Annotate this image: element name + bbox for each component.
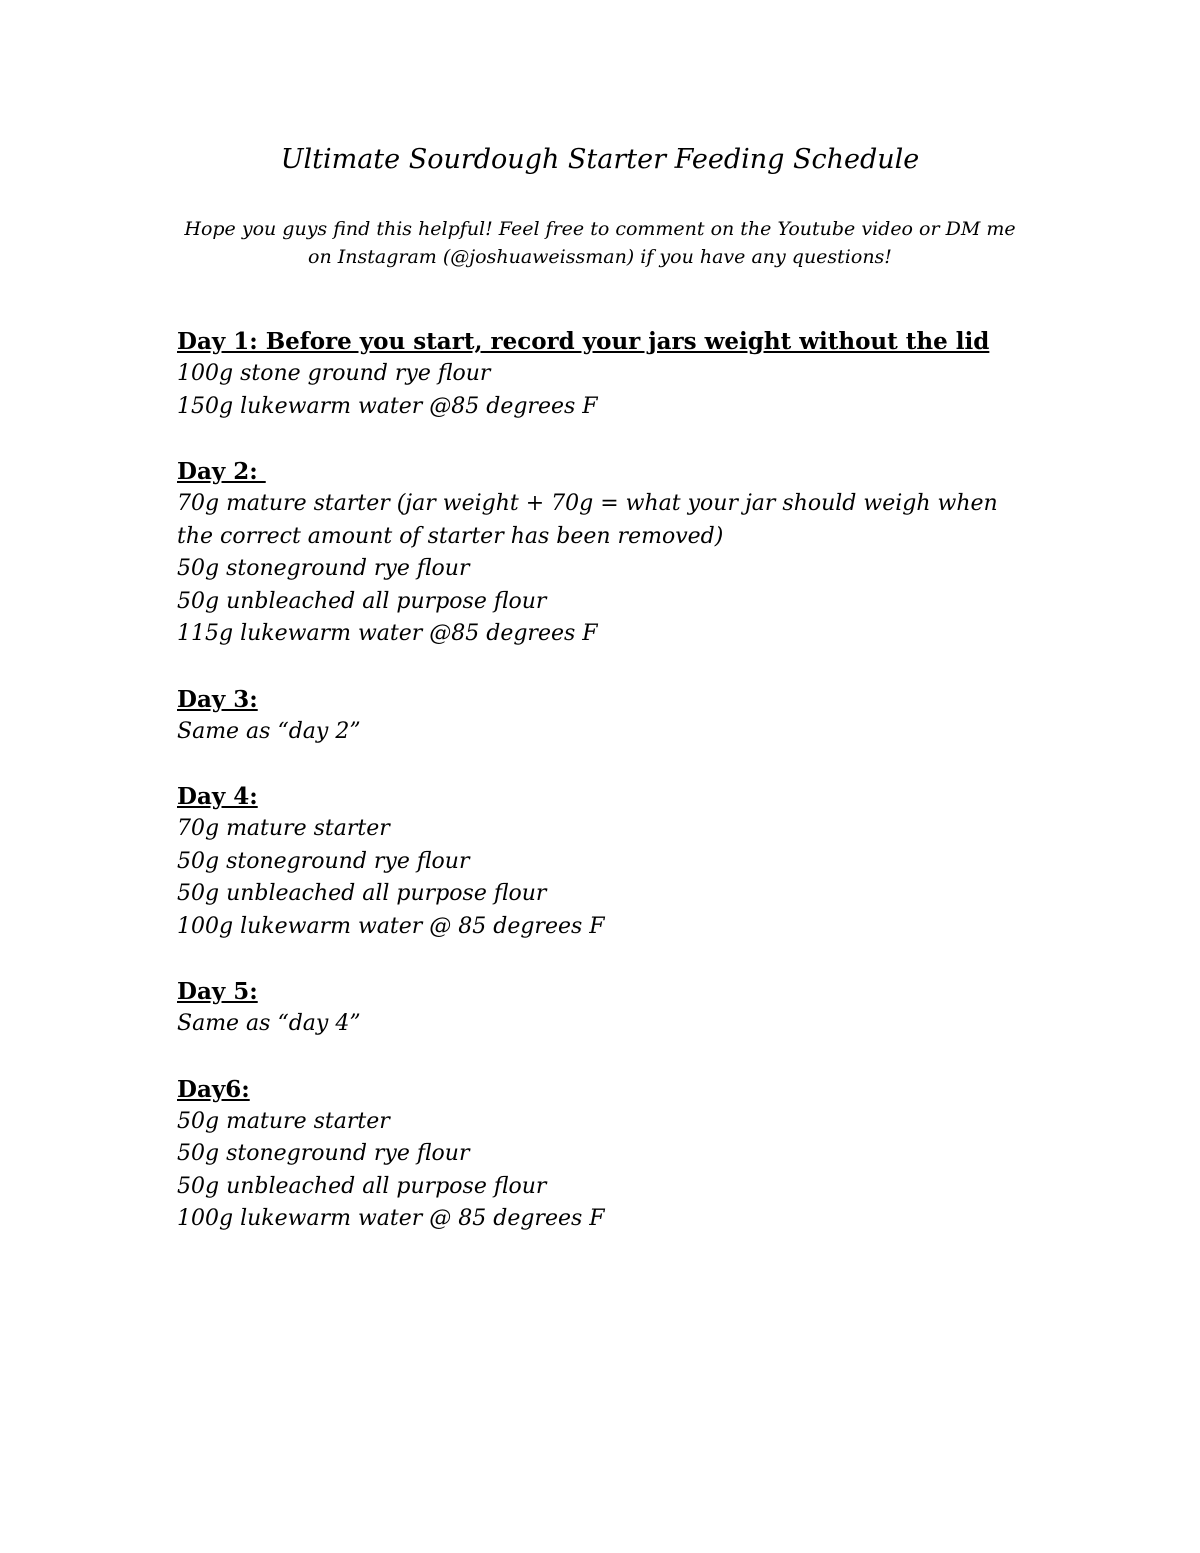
section-day-5 — [177, 975, 1037, 1041]
ingredient-line: 150g lukewarm water @85 degrees F — [177, 393, 598, 419]
ingredient-line: 50g stoneground rye flour — [177, 1141, 470, 1166]
ingredient-line: 50g mature starter — [177, 1108, 390, 1134]
ingredient-line: 50g unbleached all purpose flour — [177, 588, 547, 614]
section-day-1 — [177, 325, 1037, 423]
document-title: Ultimate Sourdough Starter Feeding Schedule — [280, 144, 920, 175]
ingredient-line: 70g mature starter — [177, 816, 390, 841]
section-heading: Day 3: — [177, 685, 258, 713]
ingredient-line: 50g stoneground rye flour — [177, 556, 470, 581]
section-day-3 — [177, 683, 1037, 749]
intro-line: Hope you guys find this helpful! Feel free to comment on the Youtube video or DM me — [184, 218, 1016, 240]
ingredient-line: Same as “day 2” — [177, 718, 361, 744]
intro-paragraph — [150, 215, 1050, 271]
ingredient-line: 70g mature starter (jar weight + 70g = what your jar should weigh when — [177, 491, 998, 516]
section-heading: Day6: — [177, 1075, 250, 1103]
ingredient-line: 115g lukewarm water @85 degrees F — [177, 621, 598, 646]
feeding-schedule — [177, 325, 1037, 1268]
ingredient-line: 100g stone ground rye flour — [177, 361, 491, 386]
ingredient-line: the correct amount of starter has been removed) — [177, 523, 724, 549]
section-heading: Day 2: — [177, 458, 266, 485]
ingredient-line: 50g stoneground rye flour — [177, 848, 470, 874]
intro-line: on Instagram (@joshuaweissman) if you have any questions! — [308, 246, 892, 268]
section-day-2 — [177, 455, 1037, 651]
section-day-4 — [177, 780, 1037, 943]
section-day-6 — [177, 1073, 1037, 1236]
section-heading: Day 4: — [177, 783, 258, 810]
ingredient-line: 50g unbleached all purpose flour — [177, 1173, 547, 1199]
section-heading: Day 5: — [177, 978, 258, 1005]
ingredient-line: 100g lukewarm water @ 85 degrees F — [177, 1206, 605, 1231]
ingredient-line: 50g unbleached all purpose flour — [177, 881, 547, 906]
section-heading: Day 1: Before you start, record your jars weight without the lid — [177, 328, 990, 355]
ingredient-line: Same as “day 4” — [177, 1011, 361, 1036]
ingredient-line: 100g lukewarm water @ 85 degrees F — [177, 913, 605, 939]
